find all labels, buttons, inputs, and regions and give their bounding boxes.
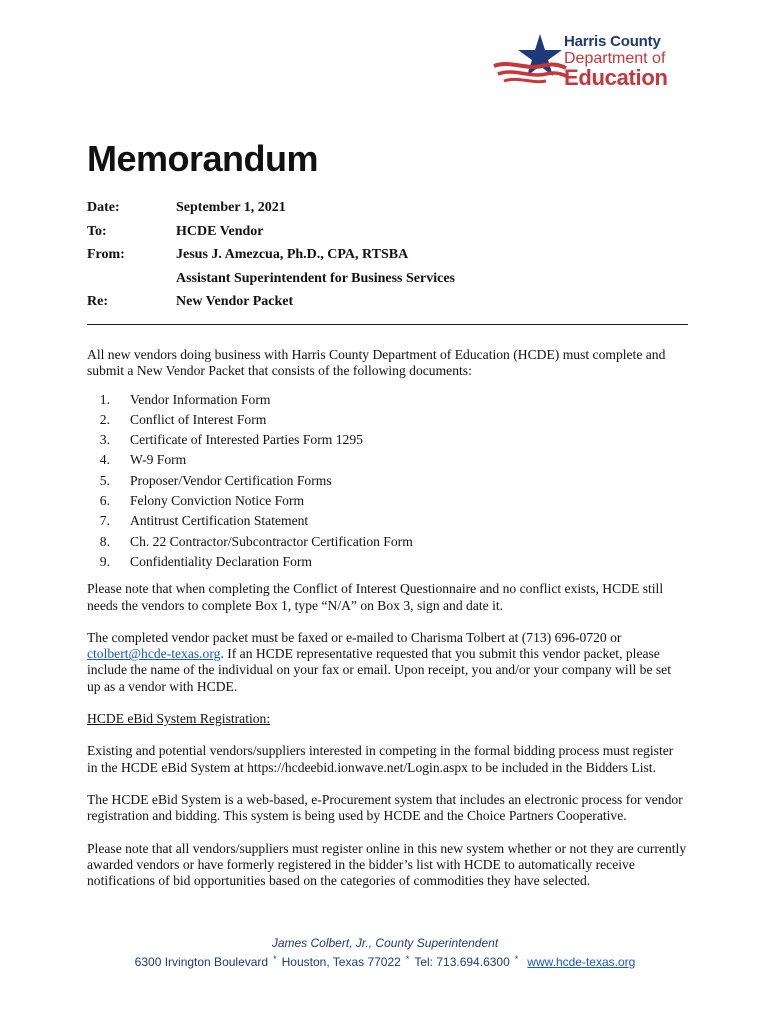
list-number: 2. xyxy=(99,411,110,427)
header-row-title xyxy=(87,271,687,295)
list-text: Certificate of Interested Parties Form 1295 xyxy=(130,432,363,448)
ebid-paragraph-1: Existing and potential vendors/suppliers interested in competing in the formal bidding process must register in the HCDE eBid System at https://hcdeebid.ionwave.net/Login.aspx to be included in the Bidders List. xyxy=(87,743,674,775)
header-row-re xyxy=(87,294,687,318)
list-text: Vendor Information Form xyxy=(130,391,271,407)
ebid-paragraph-2: The HCDE eBid System is a web-based, e-Procurement system that includes an electronic process for vendor registration and bidding. This system is being used by HCDE and the Choice Partners Cooperative. xyxy=(87,791,683,824)
footer-separator: * xyxy=(273,954,277,964)
header-row-to xyxy=(87,224,687,248)
list-text: Ch. 22 Contractor/Subcontractor Certification Form xyxy=(130,533,413,549)
list-number: 3. xyxy=(99,432,110,448)
list-item xyxy=(87,392,687,412)
ebid-heading: HCDE eBid System Registration: xyxy=(87,711,271,727)
footer-address: 6300 Irvington Boulevard xyxy=(134,955,269,969)
email-link[interactable]: ctolbert@hcde-texas.org xyxy=(87,646,221,662)
ebid-paragraph-3: Please note that all vendors/suppliers must register online in this new system whether or not they are currently awarded vendors or have formerly registered in the bidder’s list with HCDE to automatically receive notifications of bid opportunities based on the categories of commodities they have selected. xyxy=(87,840,687,889)
header-key: Re: xyxy=(87,294,108,309)
list-text: Felony Conviction Notice Form xyxy=(130,493,305,509)
header-value: HCDE Vendor xyxy=(176,223,264,239)
footer-tel: Tel: 713.694.6300 xyxy=(414,955,510,969)
list-item xyxy=(87,432,687,452)
header-value: September 1, 2021 xyxy=(176,200,286,215)
list-number: 5. xyxy=(99,472,110,488)
conflict-note-paragraph: Please note that when completing the Conflict of Interest Questionnaire and no conflict exists, HCDE still needs the vendors to complete Box 1, type “N/A” on Box 3, sign and date it. xyxy=(87,581,664,613)
header-key: To: xyxy=(87,223,107,239)
hcde-logo xyxy=(492,32,672,92)
list-text: W-9 Form xyxy=(130,452,187,468)
list-text: Proposer/Vendor Certification Forms xyxy=(130,472,332,488)
star-flag-icon xyxy=(492,32,572,92)
list-item xyxy=(87,493,687,513)
list-text: Antitrust Certification Statement xyxy=(130,513,309,529)
footer-separator: * xyxy=(405,954,410,964)
header-value: Assistant Superintendent for Business Services xyxy=(176,270,455,286)
list-text: Confidentiality Declaration Form xyxy=(130,553,312,569)
footer-city: Houston, Texas 77022 xyxy=(281,955,401,969)
website-link[interactable]: www.hcde-texas.org xyxy=(527,955,636,969)
list-item xyxy=(87,534,687,554)
header-row-date xyxy=(87,200,687,224)
list-number: 7. xyxy=(99,513,110,529)
footer-superintendent: James Colbert, Jr., County Superintendent xyxy=(271,936,499,950)
list-item xyxy=(87,452,687,472)
list-number: 9. xyxy=(99,553,110,569)
logo-line-3: Education xyxy=(564,65,668,90)
list-number: 6. xyxy=(99,493,110,509)
submission-before: The completed vendor packet must be faxed or e-mailed to Charisma Tolbert at (713) 696-0720 or xyxy=(87,629,622,645)
intro-paragraph: All new vendors doing business with Harris County Department of Education (HCDE) must complete and submit a New Vendor Packet that consists of the following documents: xyxy=(87,347,666,379)
memo-body xyxy=(87,347,687,889)
list-number: 1. xyxy=(99,391,110,407)
list-number: 8. xyxy=(99,533,110,549)
document-list xyxy=(87,392,687,575)
list-item xyxy=(87,513,687,533)
header-key: From: xyxy=(87,247,125,262)
header-key: Date: xyxy=(87,200,120,215)
submission-paragraph xyxy=(87,630,687,695)
list-item xyxy=(87,473,687,493)
list-number: 4. xyxy=(99,452,110,468)
header-row-from xyxy=(87,247,687,271)
page-footer xyxy=(0,935,770,970)
list-item xyxy=(87,554,687,574)
list-item xyxy=(87,412,687,432)
logo-line-1: Harris County xyxy=(564,33,661,50)
footer-contact xyxy=(0,951,770,970)
logo-line-2: Department of xyxy=(564,50,666,67)
list-text: Conflict of Interest Form xyxy=(130,411,267,427)
submission-after: . If an HCDE representative requested that you submit this vendor packet, please include the name of the individual on your fax or email. Upon receipt, you and/or your company will be set up as a vendor with HCDE. xyxy=(87,646,671,694)
memo-header xyxy=(87,200,687,318)
header-value: Jesus J. Amezcua, Ph.D., CPA, RTSBA xyxy=(176,247,409,262)
header-value: New Vendor Packet xyxy=(176,294,294,309)
header-divider xyxy=(87,324,688,325)
footer-separator: * xyxy=(514,954,519,964)
page-title: Memorandum xyxy=(87,138,319,179)
